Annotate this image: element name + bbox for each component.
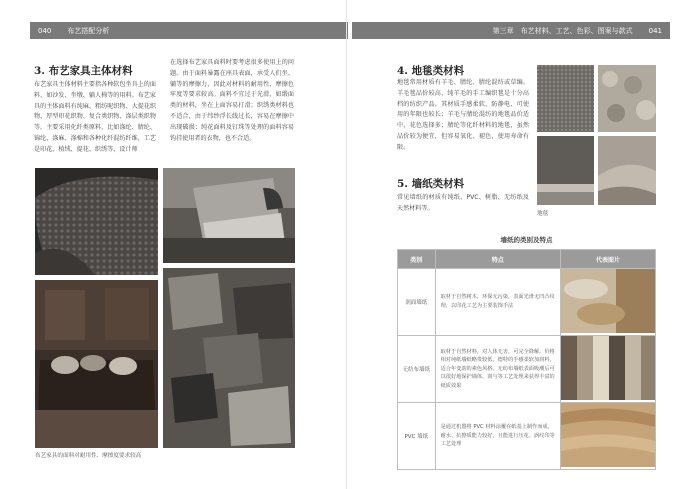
sofa-room-photo	[35, 280, 158, 448]
section4-text: 地毯常用材质有羊毛、腈纶、腈纶混纺或草编。羊毛毯品价较高，纯羊毛的手工编织毯是十分高档的纺织产品。其材质手感柔软、防静电、可使用的年限也较长；羊毛与腈纶混纺的地毯品价适中，花色选择多；腈纶等化纤材料的地毯，虽然品价较为便宜，但容易氧化、褪色，使用寿命有限。	[397, 79, 529, 151]
right-page-title: 第三章 布艺材料、工艺、色彩、图案与款式	[492, 26, 633, 35]
column-header-features: 特点	[435, 250, 560, 269]
wallpaper-table	[397, 249, 656, 470]
armchair-photo	[163, 168, 295, 263]
pillow-texture-photo	[35, 168, 158, 275]
table-row	[398, 403, 656, 470]
pvc-wallpaper-image	[560, 403, 655, 470]
section5-heading: 5. 墙纸类材料	[397, 178, 465, 190]
column-header-category: 类别	[398, 250, 436, 269]
features-cell: 取材于自然树木，环保无污染，表面光滑无凹凸纹理，以印花工艺为主要装饰手法	[435, 269, 560, 336]
nonwoven-wallpaper-image	[560, 336, 655, 403]
paper-wallpaper-image	[560, 269, 655, 336]
section3-photo-caption: 布艺家具的面料对耐用性、摩擦度要求较高	[35, 453, 142, 459]
section5-text: 常见墙纸的材质有纯纸、PVC、树脂、无纺纸及天然材料等。	[397, 194, 529, 212]
carpet-pile-photo	[598, 136, 656, 205]
carpet-weave-photo	[537, 65, 594, 132]
shag-carpet-photo	[598, 65, 656, 132]
table-row	[398, 336, 656, 403]
carpet-sample-photo	[537, 136, 594, 205]
category-cell: 润面墙纸	[398, 269, 436, 336]
column-header-image: 代表图片	[560, 250, 655, 269]
category-cell: PVC 墙纸	[398, 403, 436, 470]
left-page-header	[30, 22, 348, 39]
category-cell: 无纺布墙纸	[398, 336, 436, 403]
section4-photo-caption: 地毯	[537, 211, 549, 217]
features-cell: 取材于自然材料，对人体无害，可完全降解。价格相对纯纸墙纸略贵较低，德特的手感柔软加润料，适合年变韵的素色风格。无纺布墙纸表面吸潮后可以很好地保护墙体，润与等工艺处理来获得丰富的纸质效果	[435, 336, 560, 403]
left-page-title: 布艺搭配分析	[67, 26, 110, 35]
table-row	[398, 269, 656, 336]
page-gutter	[346, 0, 347, 489]
cushions-rug-photo	[163, 268, 295, 448]
features-cell: 是通过机器将 PVC 材料涂覆在纸基上制作而成，耐水、抗擦质能力较好，且能进行压花、涡纹印等工艺处理	[435, 403, 560, 470]
section3-text-col1: 布艺家具主体材料主要指各种软包坐具上的面料，如沙发、坐墩、躺人椅等的用料。布艺家具的主体面料有纯麻、粗纺呢织物、大提花织物、厚型印花织物、复合类织物、涤层类织物等。主要采用化纤类原料，比如涤纶、腈纶、锦纶、涤麻、涤棉和各种化纤混纺纤维，工艺是印花、植绒、提花、织绣等，设计师	[34, 81, 156, 153]
section3-text-col2: 在选择布艺家具面料时要考虑很多使用上的问题。由于面料暴露在座具表面，承受人们坐、躺等的摩擦力，因此对材料的耐用性、摩擦色牢度等要求较高。面料不宜过于光滑，如缎面类的材料，坐在上面容易打滑；织绣类材料也不适合，由于纬纱浮长线过长，容易在摩擦中出现破损；纯花面料及钉珠等处理的面料容易钩挂使用者的衣物，也不合适。	[170, 59, 294, 142]
left-page-number: 040	[38, 26, 52, 35]
right-page-number: 041	[648, 26, 662, 35]
section4-heading: 4. 地毯类材料	[397, 65, 465, 77]
right-page-header	[352, 22, 670, 39]
section3-heading: 3. 布艺家具主体材料	[34, 65, 133, 77]
wallpaper-table-title: 墙纸的类别及特点	[500, 236, 553, 244]
wallpaper-table-header-row	[398, 250, 656, 269]
